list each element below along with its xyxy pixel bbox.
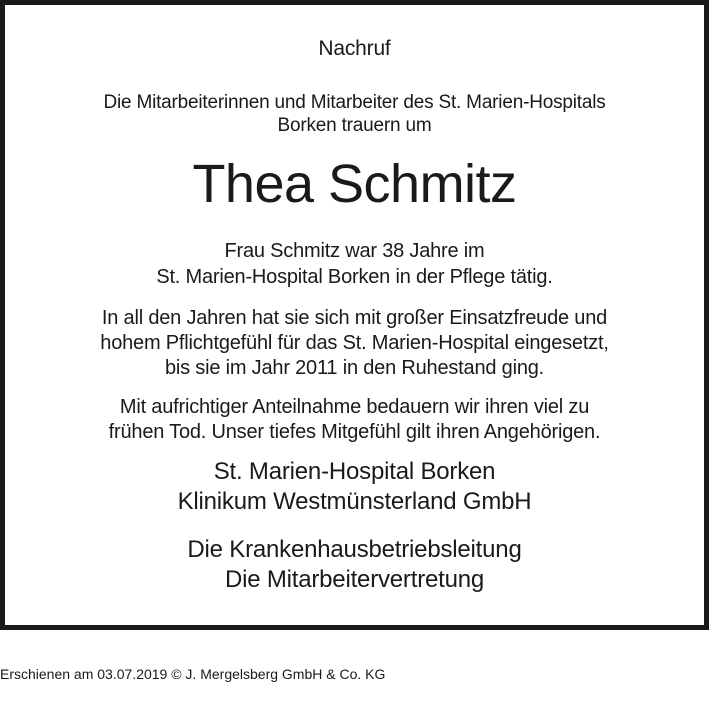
- paragraph2-line-3: bis sie im Jahr 2011 in den Ruhestand ging.: [164, 357, 545, 379]
- deceased-name: Thea Schmitz: [192, 154, 517, 214]
- paragraph3-line-2: frühen Tod. Unser tiefes Mitgefühl gilt ihren Angehörigen.: [108, 421, 601, 443]
- intro-line-2: Borken trauern um: [277, 115, 432, 136]
- paragraph2-line-2: hohem Pflichtgefühl für das St. Marien-Hospital eingesetzt,: [100, 332, 609, 354]
- intro-line-1: Die Mitarbeiterinnen und Mitarbeiter des St. Marien-Hospitals: [103, 92, 606, 113]
- signature-staff-council: Die Mitarbeitervertretung: [224, 566, 485, 593]
- paragraph3-line-1: Mit aufrichtiger Anteilnahme bedauern wir ihren viel zu: [119, 396, 590, 418]
- paragraph1-line-1: Frau Schmitz war 38 Jahre im: [224, 240, 485, 262]
- publication-footer: Erschienen am 03.07.2019 © J. Mergelsberg GmbH & Co. KG: [0, 666, 386, 682]
- signature-clinic: Klinikum Westmünsterland GmbH: [177, 488, 532, 515]
- paragraph1-line-2: St. Marien-Hospital Borken in der Pflege tätig.: [156, 266, 553, 288]
- notice-heading: Nachruf: [318, 37, 391, 60]
- signature-hospital: St. Marien-Hospital Borken: [213, 458, 496, 485]
- signature-management: Die Krankenhausbetriebsleitung: [187, 536, 522, 563]
- paragraph2-line-1: In all den Jahren hat sie sich mit großer Einsatzfreude und: [101, 307, 608, 329]
